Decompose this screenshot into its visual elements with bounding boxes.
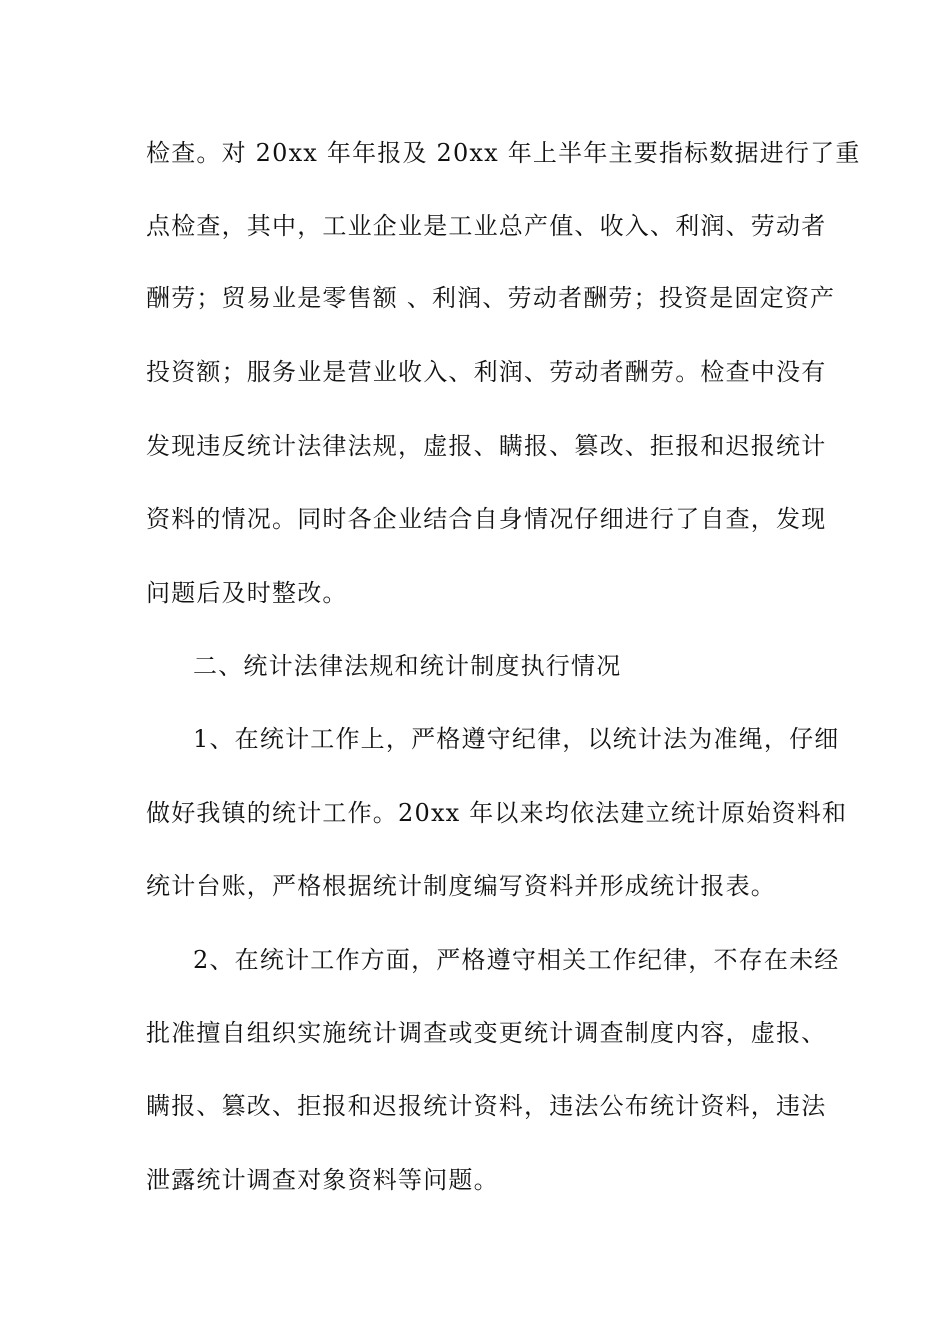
text-line: 点检查，其中，工业企业是工业总产值、收入、利润、劳动者 (146, 212, 827, 240)
text-line: 批准擅自组织实施统计调查或变更统计调查制度内容，虚报、 (146, 1019, 827, 1047)
text-line: 投资额；服务业是营业收入、利润、劳动者酬劳。检查中没有 (146, 358, 827, 386)
paragraph-start: 2、在统计工作方面，严格遵守相关工作纪律，不存在未经 (193, 946, 840, 974)
text-line: 问题后及时整改。 (146, 579, 348, 607)
text-line: 做好我镇的统计工作。20xx 年以来均依法建立统计原始资料和 (146, 799, 848, 827)
text-line: 酬劳；贸易业是零售额 、利润、劳动者酬劳；投资是固定资产 (146, 284, 836, 312)
text-line: 泄露统计调查对象资料等问题。 (146, 1166, 499, 1194)
section-heading: 二、统计法律法规和统计制度执行情况 (193, 652, 622, 680)
text-line: 统计台账，严格根据统计制度编写资料并形成统计报表。 (146, 872, 776, 900)
text-line: 发现违反统计法律法规，虚报、瞒报、篡改、拒报和迟报统计 (146, 432, 827, 460)
text-line: 资料的情况。同时各企业结合自身情况仔细进行了自查，发现 (146, 505, 827, 533)
text-line: 瞒报、篡改、拒报和迟报统计资料，违法公布统计资料，违法 (146, 1092, 827, 1120)
text-line: 检查。对 20xx 年年报及 20xx 年上半年主要指标数据进行了重 (146, 139, 861, 167)
paragraph-start: 1、在统计工作上，严格遵守纪律，以统计法为准绳，仔细 (193, 725, 840, 753)
